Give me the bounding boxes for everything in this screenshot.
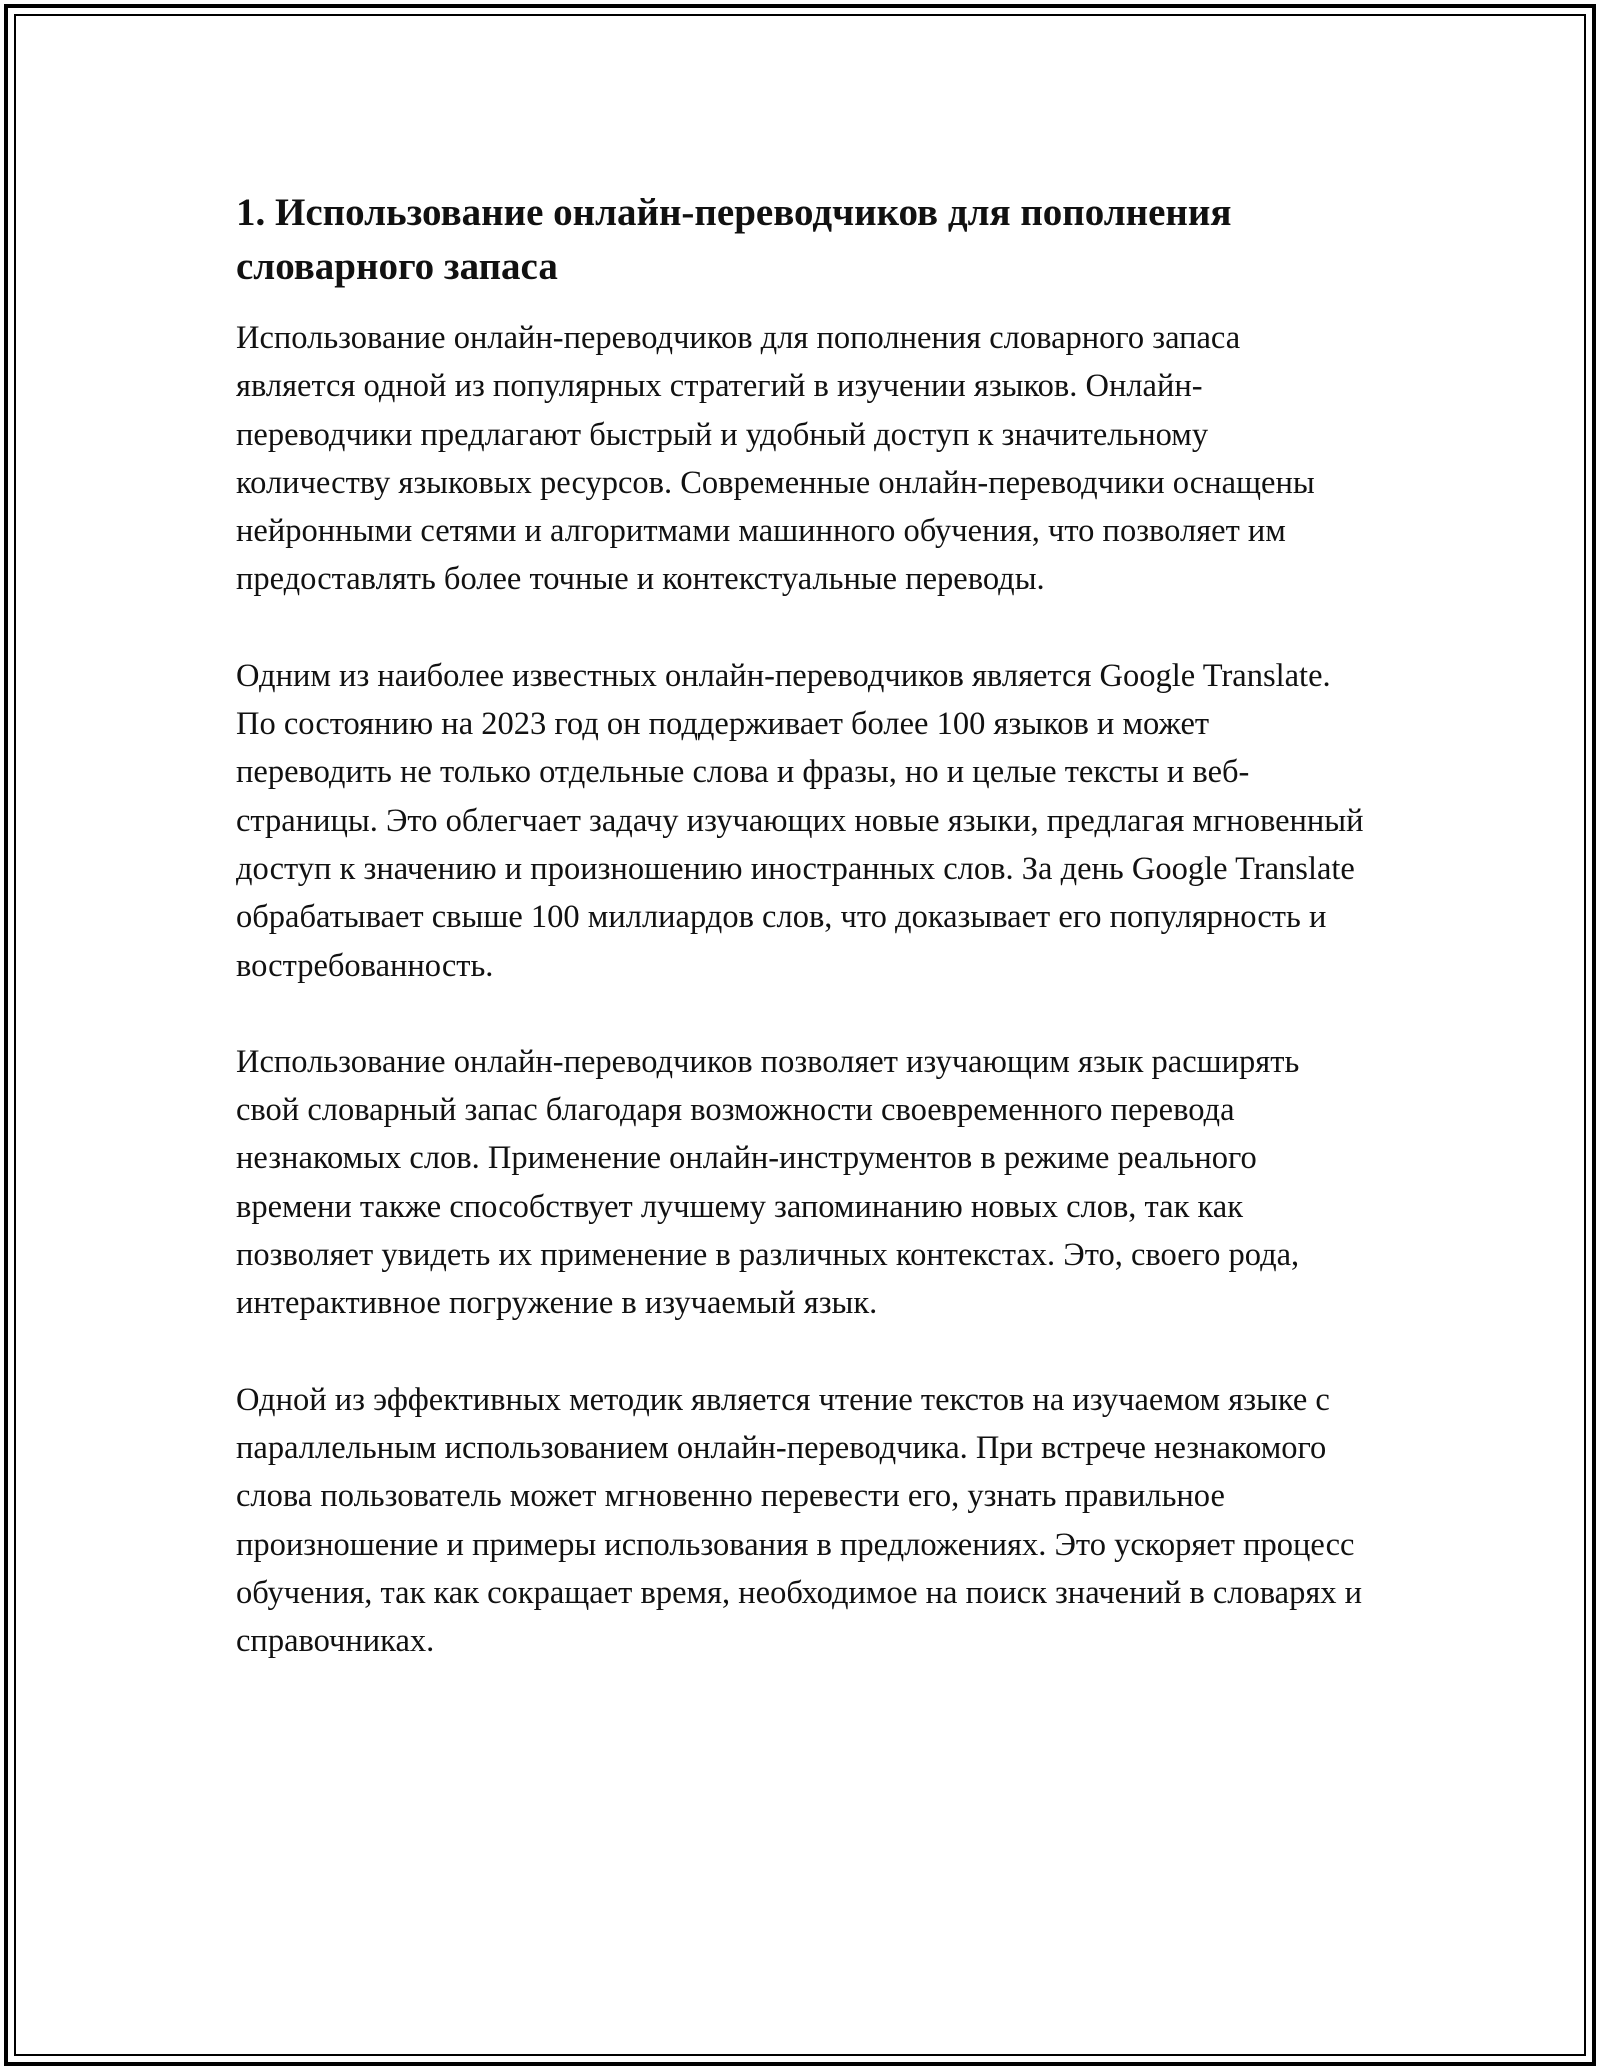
section-heading: 1. Использование онлайн-переводчиков для пополнения словарного запаса — [236, 191, 1232, 288]
document-body — [236, 186, 1366, 1713]
paragraph-3: Использование онлайн-переводчиков позволяет изучающим язык расширять свой словарный запас благодаря возможности своевременного перевода незнакомых слов. Применение онлайн-инструментов в режиме реального времени также способствует лучшему запоминанию новых слов, так как позволяет увидеть их применение в различных контекстах. Это, своего рода, интерактивное погружение в изучаемый язык. — [236, 1043, 1300, 1322]
paragraph-4: Одной из эффективных методик является чтение текстов на изучаемом языке с параллельным использованием онлайн-переводчика. При встрече незнакомого слова пользователь может мгновенно перевести его, узнать правильное произношение и примеры использования в предложениях. Это ускоряет процесс обучения, так как сокращает время, необходимое на поиск значений в словарях и справочниках. — [236, 1381, 1363, 1660]
paragraph-2: Одним из наиболее известных онлайн-переводчиков является Google Translate. По состоянию на 2023 год он поддерживает более 100 языков и может переводить не только отдельные слова и фразы, но и целые тексты и веб-страницы. Это облегчает задачу изучающих новые языки, предлагая мгновенный доступ к значению и произношению иностранных слов. За день Google Translate обрабатывает свыше 100 миллиардов слов, что доказывает его популярность и востребованность. — [236, 657, 1364, 984]
paragraph-1: Использование онлайн-переводчиков для пополнения словарного запаса является одной из популярных стратегий в изучении языков. Онлайн-переводчики предлагают быстрый и удобный доступ к значительному количеству языковых ресурсов. Современные онлайн-переводчики оснащены нейронными сетями и алгоритмами машинного обучения, что позволяет им предоставлять более точные и контекстуальные переводы. — [236, 320, 1315, 598]
